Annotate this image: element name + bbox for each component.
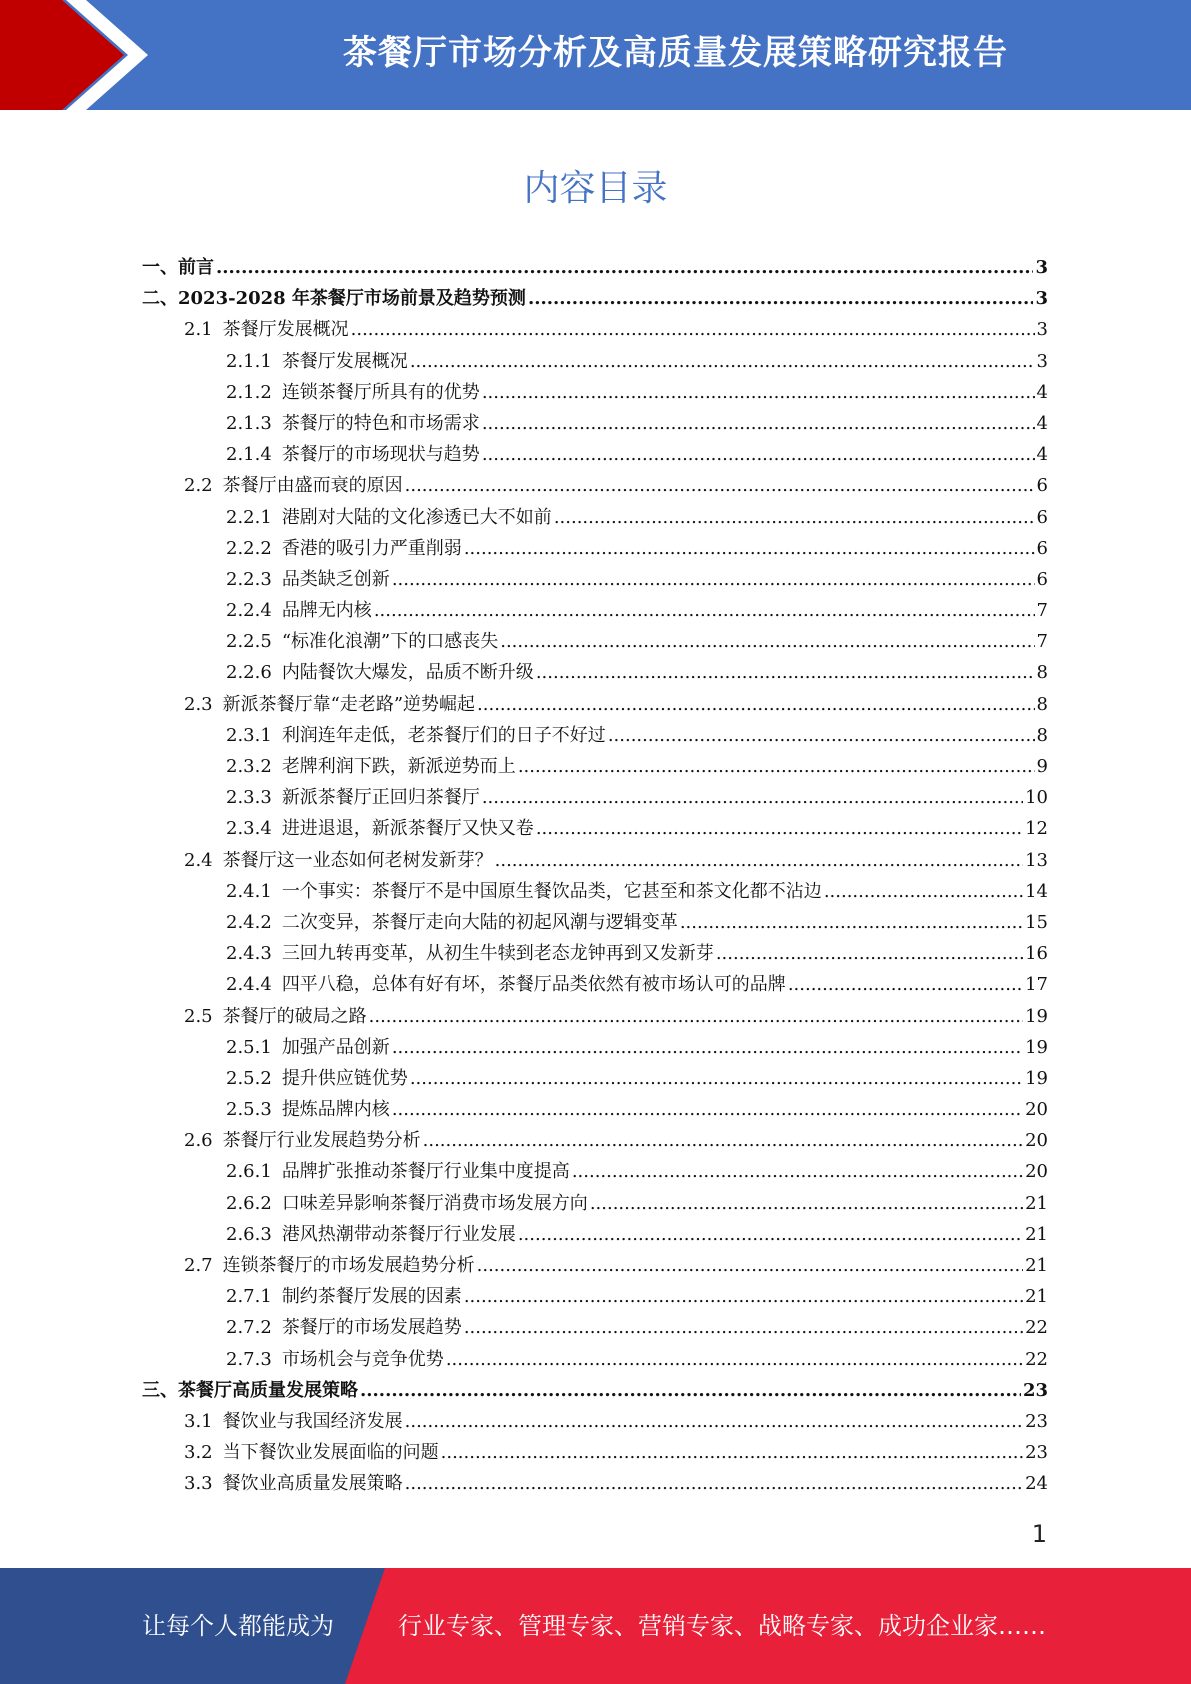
- toc-entry[interactable]: [142, 1064, 1048, 1095]
- toc-entry[interactable]: [142, 783, 1048, 814]
- toc-entry-number: 3.2: [184, 1442, 213, 1464]
- toc-entry-title: 茶餐厅高质量发展策略: [178, 1379, 358, 1401]
- toc-entry[interactable]: [142, 970, 1048, 1001]
- toc-entry-title: 品类缺乏创新: [281, 568, 390, 590]
- toc-entry-page: 3: [1036, 319, 1048, 341]
- toc-entry-number: 2.2.1: [226, 506, 272, 528]
- toc-entry-number: 2.6.3: [226, 1223, 272, 1245]
- toc-entry-page: 23: [1025, 1410, 1048, 1432]
- toc-entry-title: 茶餐厅由盛而衰的原因: [222, 475, 403, 497]
- toc-entry-page: 4: [1036, 381, 1048, 403]
- report-title: 茶餐厅市场分析及高质量发展策略研究报告: [343, 33, 1008, 73]
- toc-entry-page: 8: [1036, 662, 1048, 684]
- toc-entry-number: 2.3.4: [226, 818, 272, 840]
- toc-entry-number: 2.5: [184, 1005, 213, 1027]
- toc-entry-number: 3.1: [184, 1410, 213, 1432]
- toc-leader-dots: [351, 319, 1035, 340]
- toc-entry-page: 6: [1036, 568, 1048, 590]
- toc-entry-title: 提升供应链优势: [281, 1067, 408, 1089]
- toc-entry-title: 一个事实：茶餐厅不是中国原生餐饮品类，它甚至和茶文化都不沾边: [281, 880, 822, 902]
- toc-entry-title: 老牌利润下跌，新派逆势而上: [281, 756, 516, 777]
- toc-entry[interactable]: [142, 471, 1048, 502]
- toc-leader-dots: [518, 756, 1035, 777]
- toc-leader-dots: [423, 1130, 1023, 1151]
- toc-entry-page: 7: [1036, 631, 1048, 653]
- toc-leader-dots: [528, 288, 1034, 309]
- toc-entry-title: 新派茶餐厅正回归茶餐厅: [281, 787, 480, 809]
- toc-leader-dots: [405, 475, 1035, 496]
- toc-entry-page: 4: [1036, 444, 1048, 466]
- toc-entry-number: 2.1.2: [226, 381, 272, 403]
- toc-leader-dots: [392, 1037, 1023, 1058]
- toc-entry-title: 茶餐厅发展概况: [222, 319, 349, 341]
- toc-entry-page: 21: [1025, 1192, 1048, 1214]
- toc-leader-dots: [405, 1473, 1023, 1494]
- toc-leader-dots: [554, 507, 1035, 528]
- toc-entry-title: 制约茶餐厅发展的因素: [281, 1286, 462, 1308]
- toc-entry-number: 2.2: [184, 475, 213, 497]
- toc-entry[interactable]: [142, 440, 1048, 471]
- toc-entry[interactable]: [142, 627, 1048, 658]
- toc-leader-dots: [788, 974, 1023, 995]
- toc-entry-page: 12: [1025, 818, 1048, 840]
- toc-leader-dots: [410, 1068, 1023, 1089]
- toc-leader-dots: [405, 1411, 1023, 1432]
- toc-leader-dots: [392, 569, 1035, 590]
- table-of-contents: [142, 253, 1048, 1501]
- toc-entry-title: 港风热潮带动茶餐厅行业发展: [281, 1223, 516, 1245]
- toc-entry[interactable]: [142, 846, 1048, 877]
- toc-entry[interactable]: [142, 534, 1048, 565]
- toc-entry-title: 茶餐厅行业发展趋势分析: [222, 1130, 421, 1152]
- toc-entry-title: 新派茶餐厅靠“走老路”逆势崛起: [222, 693, 476, 715]
- toc-entry[interactable]: [142, 1095, 1048, 1126]
- toc-entry-title: 餐饮业高质量发展策略: [222, 1473, 403, 1495]
- toc-entry-page: 7: [1036, 600, 1048, 622]
- toc-entry-page: 21: [1025, 1255, 1048, 1276]
- toc-entry[interactable]: [142, 284, 1048, 315]
- toc-leader-dots: [572, 1161, 1023, 1182]
- toc-leader-dots: [608, 725, 1035, 746]
- toc-entry[interactable]: [142, 1251, 1048, 1282]
- toc-entry[interactable]: [142, 1313, 1048, 1344]
- toc-entry-number: 2.7.3: [226, 1348, 272, 1370]
- toc-entry-number: 二、: [142, 288, 178, 310]
- toc-entry-number: 2.4.4: [226, 974, 272, 996]
- toc-entry[interactable]: [142, 690, 1048, 721]
- toc-entry-title: “标准化浪潮”下的口感丧失: [281, 631, 499, 653]
- toc-entry-title: 茶餐厅的破局之路: [222, 1005, 367, 1027]
- toc-entry-page: 23: [1025, 1442, 1048, 1464]
- toc-entry-number: 2.1.4: [226, 444, 272, 466]
- toc-entry-page: 15: [1025, 911, 1048, 933]
- header-chevron-decoration: [0, 0, 160, 110]
- toc-entry-page: 21: [1025, 1286, 1048, 1308]
- toc-entry[interactable]: [142, 1220, 1048, 1251]
- toc-entry[interactable]: [142, 1002, 1048, 1033]
- toc-entry[interactable]: [142, 752, 1048, 783]
- toc-entry[interactable]: [142, 1282, 1048, 1313]
- toc-entry-page: 3: [1035, 257, 1048, 278]
- toc-entry-title: 香港的吸引力严重削弱: [281, 537, 462, 559]
- toc-leader-dots: [464, 1317, 1023, 1338]
- toc-entry-number: 2.5.3: [226, 1099, 272, 1121]
- toc-entry-number: 2.7.1: [226, 1286, 272, 1308]
- toc-leader-dots: [716, 943, 1023, 964]
- toc-entry-page: 9: [1036, 756, 1048, 777]
- toc-entry-title: 茶餐厅这一业态如何老树发新芽？: [222, 849, 493, 871]
- toc-entry-title: 加强产品创新: [281, 1036, 390, 1058]
- toc-entry-title: 四平八稳，总体有好有坏，茶餐厅品类依然有被市场认可的品牌: [281, 974, 786, 996]
- page-header: [0, 0, 1191, 110]
- toc-entry-number: 2.4.1: [226, 880, 272, 902]
- toc-entry-number: 2.7: [184, 1255, 213, 1276]
- toc-entry-number: 2.4: [184, 849, 213, 871]
- toc-entry[interactable]: [142, 503, 1048, 534]
- toc-entry-page: 13: [1025, 849, 1048, 871]
- toc-leader-dots: [369, 1006, 1023, 1027]
- toc-leader-dots: [410, 351, 1035, 372]
- toc-leader-dots: [482, 444, 1035, 465]
- toc-entry-number: 2.1.1: [226, 350, 272, 372]
- toc-entry-title: 港剧对大陆的文化渗透已大不如前: [281, 506, 552, 528]
- toc-entry-page: 3: [1036, 350, 1048, 372]
- toc-entry-number: 2.6: [184, 1130, 213, 1152]
- toc-entry-title: 当下餐饮业发展面临的问题: [222, 1442, 439, 1464]
- toc-entry-title: 品牌无内核: [281, 600, 372, 622]
- toc-entry-number: 2.1.3: [226, 412, 272, 434]
- toc-entry-title: 品牌扩张推动茶餐厅行业集中度提高: [281, 1161, 570, 1183]
- toc-entry[interactable]: [142, 1407, 1048, 1438]
- toc-leader-dots: [464, 1286, 1023, 1307]
- toc-leader-dots: [446, 1349, 1023, 1370]
- toc-leader-dots: [464, 538, 1035, 559]
- toc-entry-page: 16: [1025, 943, 1048, 965]
- toc-entry[interactable]: [142, 814, 1048, 845]
- toc-entry-page: 8: [1036, 693, 1048, 715]
- page-number: 1: [1031, 1520, 1047, 1548]
- toc-entry-page: 22: [1025, 1348, 1048, 1370]
- toc-entry-title: 连锁茶餐厅的市场发展趋势分析: [222, 1255, 475, 1276]
- toc-entry-number: 2.3.3: [226, 787, 272, 809]
- toc-leader-dots: [824, 881, 1023, 902]
- toc-entry-title: 利润连年走低，老茶餐厅们的日子不好过: [281, 724, 606, 746]
- toc-leader-dots: [360, 1380, 1021, 1401]
- toc-entry-page: 19: [1025, 1005, 1048, 1027]
- toc-leader-dots: [482, 382, 1035, 403]
- toc-entry[interactable]: [142, 877, 1048, 908]
- toc-leader-dots: [536, 818, 1023, 839]
- toc-entry-title: 茶餐厅的特色和市场需求: [281, 412, 480, 434]
- toc-entry-page: 10: [1025, 787, 1048, 809]
- toc-entry-title: 二次变异，茶餐厅走向大陆的初起风潮与逻辑变革: [281, 911, 678, 933]
- footer-slogan-right: 行业专家、管理专家、营销专家、战略专家、成功企业家……: [398, 1612, 1046, 1640]
- page-footer: [0, 1568, 1191, 1684]
- toc-entry-title: 2023-2028 年茶餐厅市场前景及趋势预测: [178, 288, 526, 310]
- toc-entry-title: 餐饮业与我国经济发展: [222, 1410, 403, 1432]
- toc-entry-page: 20: [1025, 1130, 1048, 1152]
- toc-entry-title: 茶餐厅发展概况: [281, 350, 408, 372]
- toc-entry-page: 17: [1025, 974, 1048, 996]
- toc-entry-page: 8: [1036, 724, 1048, 746]
- toc-entry[interactable]: [142, 596, 1048, 627]
- toc-entry[interactable]: [142, 315, 1048, 346]
- toc-entry[interactable]: [142, 939, 1048, 970]
- toc-entry[interactable]: [142, 721, 1048, 752]
- toc-entry-page: 19: [1025, 1036, 1048, 1058]
- toc-heading: 内容目录: [523, 168, 668, 209]
- toc-entry-number: 2.6.2: [226, 1192, 272, 1214]
- toc-entry[interactable]: [142, 1157, 1048, 1188]
- toc-entry-page: 20: [1025, 1161, 1048, 1183]
- toc-entry[interactable]: [142, 1469, 1048, 1500]
- toc-entry[interactable]: [142, 1033, 1048, 1064]
- toc-entry-page: 24: [1025, 1473, 1048, 1495]
- toc-entry-number: 2.2.3: [226, 568, 272, 590]
- toc-entry[interactable]: [142, 1189, 1048, 1220]
- toc-entry[interactable]: [142, 253, 1048, 284]
- toc-entry-number: 2.7.2: [226, 1317, 272, 1339]
- toc-leader-dots: [590, 1193, 1023, 1214]
- toc-entry-page: 20: [1025, 1099, 1048, 1121]
- toc-leader-dots: [536, 662, 1035, 683]
- toc-leader-dots: [216, 257, 1033, 278]
- toc-entry-page: 4: [1036, 412, 1048, 434]
- toc-leader-dots: [495, 850, 1023, 871]
- toc-entry-number: 3.3: [184, 1473, 213, 1495]
- toc-entry[interactable]: [142, 1126, 1048, 1157]
- toc-entry-page: 6: [1036, 475, 1048, 497]
- toc-leader-dots: [680, 912, 1023, 933]
- toc-entry-number: 2.3: [184, 693, 213, 715]
- toc-entry-number: 2.1: [184, 319, 213, 341]
- toc-entry-number: 2.4.2: [226, 911, 272, 933]
- toc-entry-page: 19: [1025, 1067, 1048, 1089]
- toc-leader-dots: [441, 1442, 1023, 1463]
- toc-entry[interactable]: [142, 378, 1048, 409]
- toc-entry-title: 前言: [178, 257, 214, 278]
- toc-entry-title: 市场机会与竞争优势: [281, 1348, 444, 1370]
- footer-slogan-left: 让每个人都能成为: [142, 1612, 334, 1640]
- toc-entry-number: 2.2.6: [226, 662, 272, 684]
- toc-entry[interactable]: [142, 347, 1048, 378]
- toc-leader-dots: [392, 1099, 1023, 1120]
- toc-entry-title: 茶餐厅的市场现状与趋势: [281, 444, 480, 466]
- toc-leader-dots: [374, 600, 1035, 621]
- toc-entry-page: 6: [1036, 537, 1048, 559]
- toc-entry[interactable]: [142, 1376, 1048, 1407]
- toc-leader-dots: [500, 631, 1034, 652]
- toc-leader-dots: [477, 1255, 1023, 1276]
- toc-entry-number: 2.2.2: [226, 537, 272, 559]
- toc-leader-dots: [482, 787, 1023, 808]
- toc-entry[interactable]: [142, 658, 1048, 689]
- toc-entry-number: 2.6.1: [226, 1161, 272, 1183]
- toc-leader-dots: [482, 413, 1035, 434]
- toc-entry[interactable]: [142, 1438, 1048, 1469]
- toc-entry-page: 21: [1025, 1223, 1048, 1245]
- toc-entry-page: 6: [1036, 506, 1048, 528]
- toc-entry-page: 22: [1025, 1317, 1048, 1339]
- toc-entry-title: 提炼品牌内核: [281, 1099, 390, 1121]
- toc-entry-number: 2.2.5: [226, 631, 272, 653]
- toc-entry-number: 2.2.4: [226, 600, 272, 622]
- toc-leader-dots: [518, 1224, 1023, 1245]
- toc-entry[interactable]: [142, 409, 1048, 440]
- toc-entry[interactable]: [142, 908, 1048, 939]
- toc-entry-title: 进进退退，新派茶餐厅又快又卷: [281, 818, 534, 840]
- toc-entry-title: 口味差异影响茶餐厅消费市场发展方向: [281, 1192, 588, 1214]
- toc-leader-dots: [477, 694, 1035, 715]
- toc-entry-number: 2.5.1: [226, 1036, 272, 1058]
- toc-entry[interactable]: [142, 565, 1048, 596]
- toc-entry-number: 2.4.3: [226, 943, 272, 965]
- toc-entry-title: 三回九转再变革，从初生牛犊到老态龙钟再到又发新芽: [281, 943, 714, 965]
- toc-entry-page: 23: [1022, 1379, 1048, 1401]
- toc-entry-number: 2.3.2: [226, 756, 272, 777]
- toc-entry-title: 内陆餐饮大爆发，品质不断升级: [281, 662, 534, 684]
- toc-entry-number: 三、: [142, 1379, 178, 1401]
- toc-entry-number: 一、: [142, 257, 178, 278]
- toc-entry-title: 茶餐厅的市场发展趋势: [281, 1317, 462, 1339]
- toc-entry-number: 2.3.1: [226, 724, 272, 746]
- toc-entry-number: 2.5.2: [226, 1067, 272, 1089]
- toc-entry-page: 14: [1025, 880, 1048, 902]
- toc-entry-title: 连锁茶餐厅所具有的优势: [281, 381, 480, 403]
- toc-entry[interactable]: [142, 1345, 1048, 1376]
- toc-entry-page: 3: [1035, 288, 1048, 310]
